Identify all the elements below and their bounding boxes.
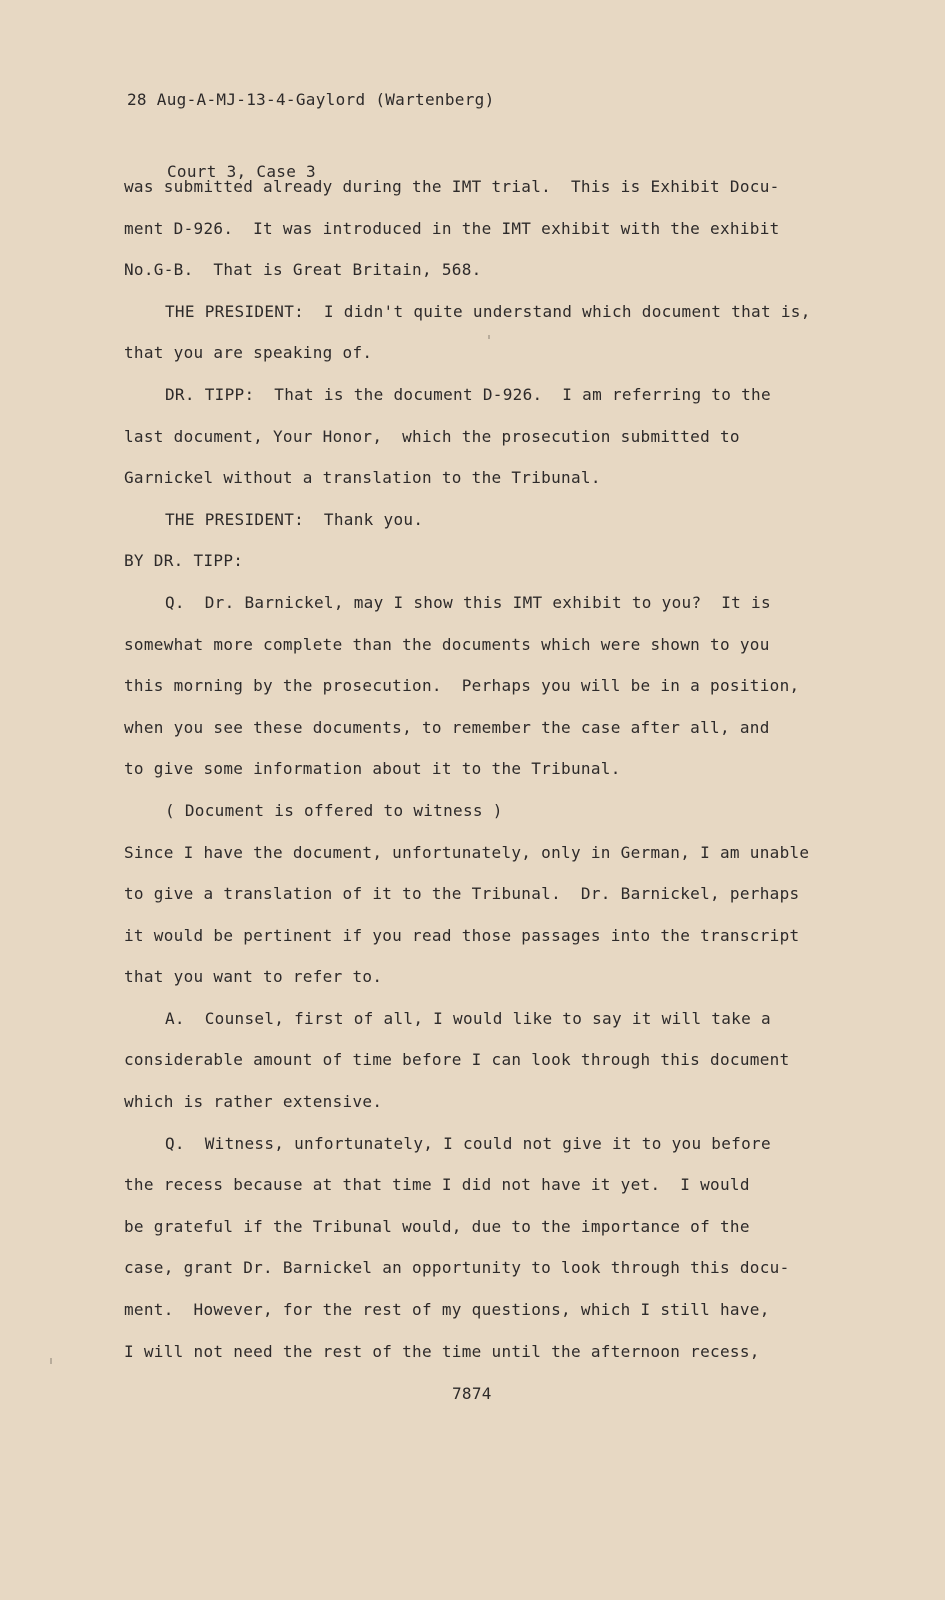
transcript-line: be grateful if the Tribunal would, due to the importance of the: [124, 1216, 750, 1236]
transcript-body: [124, 166, 824, 1372]
transcript-line: it would be pertinent if you read those passages into the transcript: [124, 925, 800, 945]
transcript-line: that you are speaking of.: [124, 343, 373, 363]
transcript-line: Since I have the document, unfortunately, only in German, I am unable: [124, 842, 810, 862]
transcript-line: A. Counsel, first of all, I would like to say it will take a: [165, 1008, 771, 1028]
transcript-line: the recess because at that time I did not have it yet. I would: [124, 1175, 750, 1195]
transcript-line: to give some information about it to the Tribunal.: [124, 759, 621, 779]
transcript-line: THE PRESIDENT: I didn't quite understand which document that is,: [165, 301, 811, 321]
transcript-line: case, grant Dr. Barnickel an opportunity to look through this docu-: [124, 1258, 790, 1278]
transcript-line: ( Document is offered to witness ): [165, 800, 503, 820]
transcript-line: DR. TIPP: That is the document D-926. I am referring to the: [165, 384, 771, 404]
transcript-line: I will not need the rest of the time until the afternoon recess,: [124, 1341, 760, 1361]
transcript-line: when you see these documents, to remember the case after all, and: [124, 717, 770, 737]
transcript-line: Q. Dr. Barnickel, may I show this IMT exhibit to you? It is: [165, 592, 771, 612]
header-line-2: Court 3, Case 3: [167, 162, 316, 181]
paper-speck: [50, 1358, 52, 1364]
transcript-line: BY DR. TIPP:: [124, 551, 244, 571]
transcript-line: Q. Witness, unfortunately, I could not give it to you before: [165, 1133, 771, 1153]
transcript-line: this morning by the prosecution. Perhaps you will be in a position,: [124, 676, 800, 696]
transcript-line: Garnickel without a translation to the Tribunal.: [124, 468, 601, 488]
transcript-line: to give a translation of it to the Tribunal. Dr. Barnickel, perhaps: [124, 884, 800, 904]
transcript-line: somewhat more complete than the documents which were shown to you: [124, 634, 770, 654]
transcript-line: which is rather extensive.: [124, 1092, 383, 1112]
transcript-line: last document, Your Honor, which the prosecution submitted to: [124, 426, 740, 446]
transcript-line: that you want to refer to.: [124, 967, 383, 987]
transcript-line: ment. However, for the rest of my questions, which I still have,: [124, 1300, 770, 1320]
header-line-1: 28 Aug-A-MJ-13-4-Gaylord (Wartenberg): [127, 90, 495, 109]
transcript-line: ment D-926. It was introduced in the IMT exhibit with the exhibit: [124, 218, 780, 238]
paper-speck: [488, 335, 490, 339]
transcript-line: considerable amount of time before I can look through this document: [124, 1050, 790, 1070]
transcript-line: was submitted already during the IMT trial. This is Exhibit Docu-: [124, 177, 780, 196]
transcript-line: No.G-B. That is Great Britain, 568.: [124, 260, 482, 280]
transcript-line: THE PRESIDENT: Thank you.: [165, 509, 424, 529]
page-number: 7874: [452, 1384, 492, 1403]
